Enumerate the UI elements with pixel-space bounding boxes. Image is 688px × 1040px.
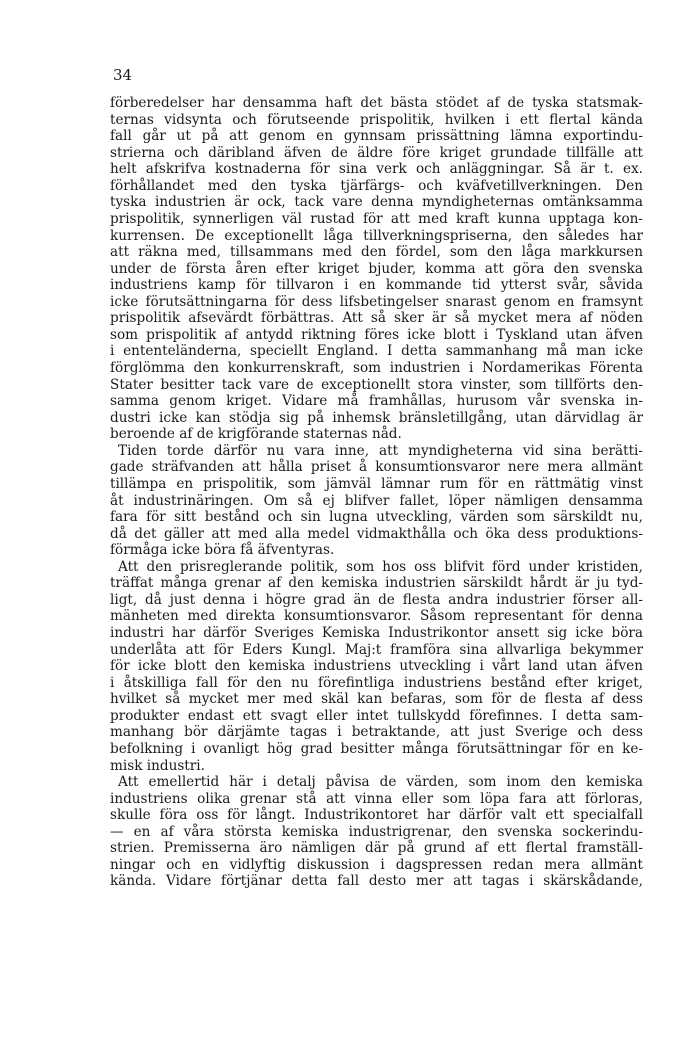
text-line: träffat många grenar af den kemiska industrien särskildt hårdt är ju tyd- bbox=[110, 575, 643, 592]
text-line: prispolitik afsevärdt förbättras. Att så sker är så mycket mera af nöden bbox=[110, 310, 643, 327]
text-line: förberedelser har densamma haft det bästa stödet af de tyska statsmak- bbox=[110, 95, 643, 111]
text-line: tyska industrien är ock, tack vare denna myndigheternas omtänksamma bbox=[110, 194, 643, 211]
text-line: ningar och en vidlyftig diskussion i dagspressen redan mera allmänt bbox=[110, 856, 643, 873]
text-line: underlåta att för Eders Kungl. Maj:t framföra sina allvarliga bekymmer bbox=[110, 641, 643, 658]
text-line: fara för sitt bestånd och sin lugna utveckling, värden som särskildt nu, bbox=[110, 509, 643, 526]
text-line: icke förutsättningarna för dess lifsbetingelser snarast genom en framsynt bbox=[110, 293, 643, 310]
page-number: 34 bbox=[113, 66, 133, 84]
text-line: åt industrinäringen. Om så ej blifver fallet, löper nämligen densamma bbox=[110, 492, 643, 509]
text-line: strierna och däribland äfven de äldre före kriget grundade tillfälle att bbox=[110, 144, 643, 161]
text-line: att räkna med, tillsammans med den fördel, som den låga markkursen bbox=[110, 244, 643, 261]
text-line: prispolitik, synnerligen väl rustad för att med kraft kunna upptaga kon- bbox=[110, 210, 643, 227]
text-line: gade sträfvanden att hålla priset å konsumtionsvaror nere mera allmänt bbox=[110, 459, 643, 476]
text-line: industriens olika grenar stå att vinna eller som löpa fara att förloras, bbox=[110, 790, 643, 807]
text-line: manhang bör därjämte tagas i betraktande, att just Sverige och dess bbox=[110, 724, 643, 741]
text-line: hvilket så mycket mer med skäl kan befaras, som för de flesta af dess bbox=[110, 691, 643, 708]
text-line: under de första åren efter kriget bjuder, komma att göra den svenska bbox=[110, 260, 643, 277]
text-line: ternas vidsynta och förutseende prispolitik, hvilken i ett flertal kända bbox=[110, 111, 643, 128]
text-line: ligt, då just denna i högre grad än de flesta andra industrier förser all- bbox=[110, 591, 643, 608]
text-line: misk industri. bbox=[110, 757, 205, 774]
text-line: förhållandet med den tyska tjärfärgs- och kväfvetillverkningen. Den bbox=[110, 177, 643, 194]
text-line: mänheten med direkta konsumtionsvaror. Såsom representant för denna bbox=[110, 608, 643, 625]
body-text bbox=[110, 95, 643, 890]
text-line: då det gäller att med alla medel vidmakthålla och öka dess produktions- bbox=[110, 525, 643, 542]
text-line: i ententeländerna, speciellt England. I detta sammanhang må man icke bbox=[110, 343, 643, 360]
text-line: — en af våra största kemiska industrigrenar, den svenska sockerindu- bbox=[110, 823, 643, 840]
text-line: industriens kamp för tillvaron i en kommande tid ytterst svår, såvida bbox=[110, 277, 643, 294]
text-line: tillämpa en prispolitik, som jämväl lämnar rum för en rättmätig vinst bbox=[110, 475, 643, 492]
text-line: dustri icke kan stödja sig på inhemsk bränsletillgång, utan därvidlag är bbox=[110, 409, 643, 426]
text-line: som prispolitik af antydd riktning föres icke blott i Tyskland utan äfven bbox=[110, 326, 643, 343]
text-line: strien. Premisserna äro nämligen där på grund af ett flertal framställ- bbox=[110, 840, 643, 857]
text-line: produkter endast ett svagt eller intet tullskydd förefinnes. I detta sam- bbox=[110, 707, 643, 724]
text-line: beroende af de krigförande staternas nåd. bbox=[110, 426, 402, 443]
text-line: förmåga icke böra få äfventyras. bbox=[110, 542, 335, 559]
text-line: Stater besitter tack vare de exceptionellt stora vinster, som tillförts den- bbox=[110, 376, 643, 393]
text-line: kända. Vidare förtjänar detta fall desto mer att tagas i skärskådande, bbox=[110, 873, 643, 890]
text-line: Att den prisreglerande politik, som hos oss blifvit förd under kristiden, bbox=[118, 558, 643, 575]
text-line: förglömma den konkurrenskraft, som industrien i Nordamerikas Förenta bbox=[110, 360, 643, 376]
text-line: i åtskilliga fall för den nu förefintliga industriens bestånd efter kriget, bbox=[110, 674, 643, 691]
text-line: för icke blott den kemiska industriens utveckling i vårt land utan äfven bbox=[110, 658, 643, 675]
text-line: Att emellertid här i detalj påvisa de värden, som inom den kemiska bbox=[118, 774, 643, 791]
text-line: kurrensen. De exceptionellt låga tillverkningspriserna, den således har bbox=[110, 227, 643, 244]
text-line: Tiden torde därför nu vara inne, att myndigheterna vid sina berätti- bbox=[118, 442, 643, 459]
text-line: samma genom kriget. Vidare må framhållas, hurusom vår svenska in- bbox=[110, 393, 643, 410]
text-line: befolkning i ovanligt hög grad besitter många förutsättningar för en ke- bbox=[110, 740, 643, 757]
text-line: skulle föra oss för långt. Industrikontoret har därför valt ett specialfall bbox=[110, 807, 643, 824]
text-line: fall går ut på att genom en gynnsam prissättning lämna exportindu- bbox=[110, 128, 643, 145]
text-line: industri har därför Sveriges Kemiska Industrikontor ansett sig icke böra bbox=[110, 625, 643, 641]
text-line: helt afskrifva kostnaderna för sina verk och anläggningar. Så är t. ex. bbox=[110, 161, 643, 178]
